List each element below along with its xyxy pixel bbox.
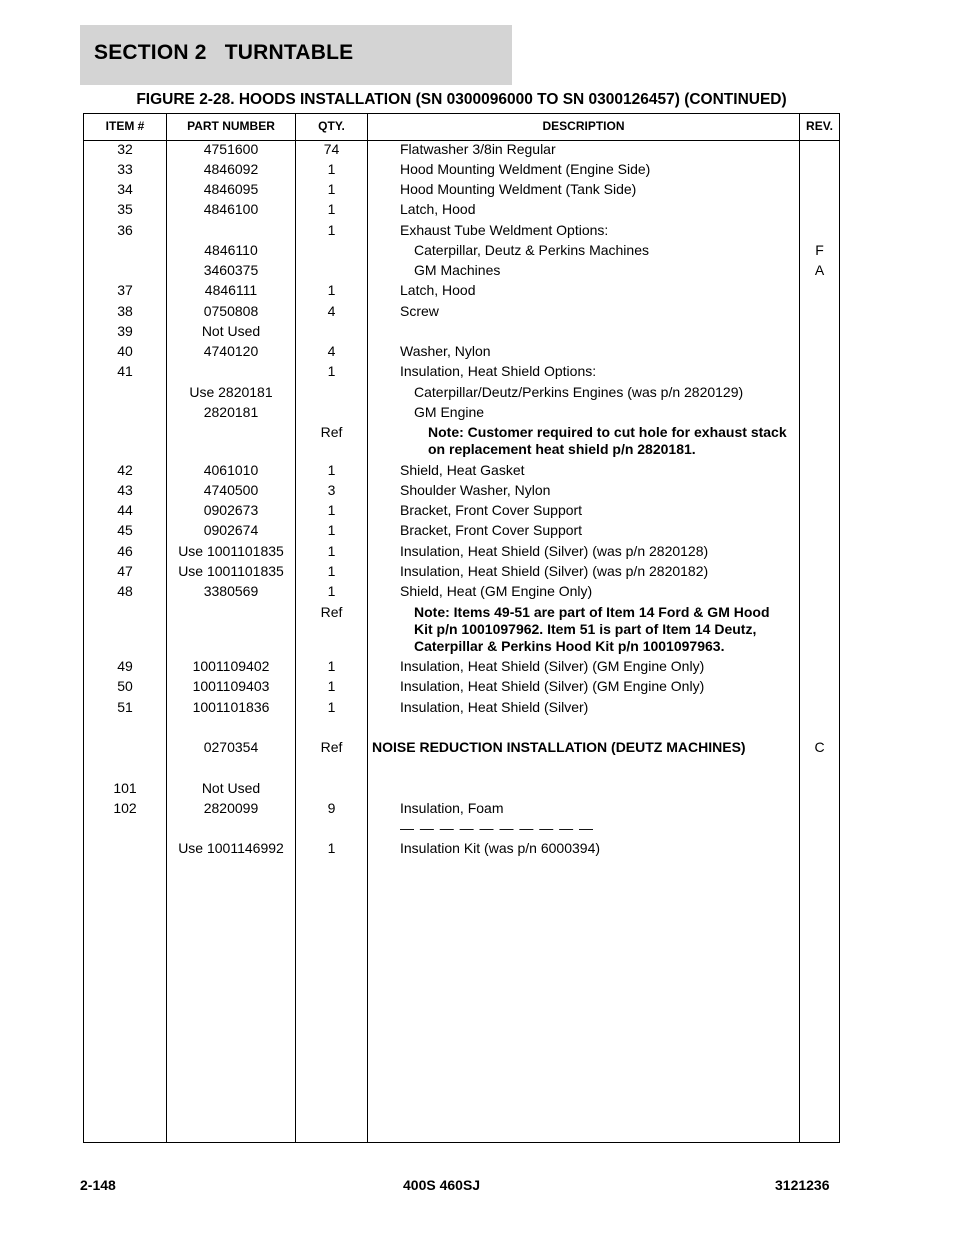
description: Flatwasher 3/8in Regular [400, 141, 556, 157]
part-number: 2820181 [203, 404, 259, 420]
quantity: 1 [327, 201, 336, 217]
item-number: 42 [117, 462, 133, 478]
part-number: Use 1001101835 [178, 563, 284, 579]
quantity: 4 [327, 303, 336, 319]
note-line: Note: Items 49-51 are part of Item 14 Ford & GM Hood [414, 604, 770, 620]
description: Insulation, Heat Shield Options: [400, 363, 597, 379]
quantity: Ref [320, 424, 343, 440]
description: Caterpillar, Deutz & Perkins Machines [414, 242, 649, 258]
description: Screw [400, 303, 439, 319]
description: Caterpillar/Deutz/Perkins Engines (was p/n 2820129) [414, 384, 744, 400]
figure-title: FIGURE 2-28. HOODS INSTALLATION (SN 0300096000 TO SN 0300126457) (CONTINUED) [136, 91, 787, 108]
item-number: 102 [113, 800, 137, 816]
item-number: 33 [117, 161, 133, 177]
section-banner [80, 25, 512, 85]
item-number: 101 [113, 780, 137, 796]
part-number: 0750808 [203, 303, 259, 319]
part-number: 0902674 [203, 522, 259, 538]
note-line: Note: Customer required to cut hole for exhaust stack [428, 424, 787, 440]
item-number: 41 [117, 363, 133, 379]
part-number: 4740500 [203, 482, 259, 498]
item-number: 44 [117, 502, 133, 518]
item-number: 45 [117, 522, 133, 538]
footer-doc-number: 3121236 [775, 1177, 830, 1193]
quantity: 1 [327, 181, 336, 197]
header-description: DESCRIPTION [542, 119, 625, 133]
footer-model: 400S 460SJ [403, 1177, 481, 1193]
part-number: 1001109403 [192, 678, 270, 694]
description: Insulation, Heat Shield (Silver) (GM Engine Only) [400, 658, 705, 674]
footer-page-number: 2-148 [80, 1177, 116, 1193]
item-number: 39 [117, 323, 133, 339]
item-number: 51 [117, 699, 133, 715]
note-line: Kit p/n 1001097962. Item 51 is part of Item 14 Deutz, [414, 621, 757, 637]
item-number: 37 [117, 282, 133, 298]
item-number: 34 [117, 181, 133, 197]
quantity: 74 [323, 141, 340, 157]
column-divider [295, 114, 296, 1142]
quantity: 4 [327, 343, 336, 359]
part-number: 4751600 [203, 141, 259, 157]
description: GM Machines [414, 262, 501, 278]
quantity: 1 [327, 222, 336, 238]
quantity: 1 [327, 658, 336, 674]
quantity: 1 [327, 462, 336, 478]
description: Shoulder Washer, Nylon [400, 482, 551, 498]
note-line: Caterpillar & Perkins Hood Kit p/n 1001097963. [414, 638, 725, 654]
description: Bracket, Front Cover Support [400, 522, 583, 538]
quantity: Ref [320, 604, 343, 620]
item-number: 46 [117, 543, 133, 559]
description: Insulation, Heat Shield (Silver) (was p/n 2820128) [400, 543, 709, 559]
description: Insulation, Heat Shield (Silver) (GM Engine Only) [400, 678, 705, 694]
item-number: 49 [117, 658, 133, 674]
parts-table [83, 113, 840, 1143]
description: Insulation, Heat Shield (Silver) [400, 699, 589, 715]
quantity: 1 [327, 678, 336, 694]
description: Shield, Heat (GM Engine Only) [400, 583, 593, 599]
item-number: 36 [117, 222, 133, 238]
part-number: Not Used [201, 323, 261, 339]
item-number: 47 [117, 563, 133, 579]
item-number: 43 [117, 482, 133, 498]
revision: F [815, 242, 824, 258]
part-number: 4846095 [203, 181, 259, 197]
quantity: 9 [327, 800, 336, 816]
header-rev: REV. [806, 119, 833, 133]
part-number: Not Used [201, 780, 261, 796]
header-part-number: PART NUMBER [187, 119, 275, 133]
part-number: 4740120 [203, 343, 259, 359]
note-line: on replacement heat shield p/n 2820181. [428, 441, 696, 457]
description: NOISE REDUCTION INSTALLATION (DEUTZ MACHINES) [372, 739, 746, 755]
description: Latch, Hood [400, 201, 476, 217]
item-number: 50 [117, 678, 133, 694]
part-number: Use 2820181 [189, 384, 273, 400]
part-number: 4846110 [204, 242, 258, 258]
quantity: 1 [327, 840, 336, 856]
part-number: 2820099 [203, 800, 259, 816]
description: Insulation, Heat Shield (Silver) (was p/n 2820182) [400, 563, 709, 579]
description: Latch, Hood [400, 282, 476, 298]
description: Insulation Kit (was p/n 6000394) [400, 840, 601, 856]
part-number: 4846092 [203, 161, 259, 177]
part-number: 0270354 [203, 739, 259, 755]
item-number: 38 [117, 303, 133, 319]
part-number: Use 1001146992 [178, 840, 284, 856]
quantity: 1 [327, 161, 336, 177]
part-number: Use 1001101835 [178, 543, 284, 559]
quantity: 1 [327, 583, 336, 599]
quantity: 3 [327, 482, 336, 498]
quantity: 1 [327, 699, 336, 715]
header-qty: QTY. [318, 119, 345, 133]
item-number: 35 [117, 201, 133, 217]
description: GM Engine [414, 404, 485, 420]
part-number: 4846100 [203, 201, 259, 217]
column-divider [367, 114, 368, 1142]
quantity: 1 [327, 363, 336, 379]
item-number: 32 [117, 141, 133, 157]
quantity: 1 [327, 543, 336, 559]
quantity: Ref [320, 739, 343, 755]
part-number: 4846111 [204, 282, 258, 298]
description: Shield, Heat Gasket [400, 462, 525, 478]
part-number: 1001101836 [192, 699, 270, 715]
item-number: 40 [117, 343, 133, 359]
item-number: 48 [117, 583, 133, 599]
description: Hood Mounting Weldment (Tank Side) [400, 181, 637, 197]
revision: A [814, 262, 825, 278]
description: Insulation, Foam [400, 800, 504, 816]
revision: C [814, 739, 825, 755]
header-item: ITEM # [105, 119, 145, 133]
section-title: SECTION 2 TURNTABLE [94, 41, 354, 64]
quantity: 1 [327, 522, 336, 538]
quantity: 1 [327, 563, 336, 579]
description: Exhaust Tube Weldment Options: [400, 222, 609, 238]
quantity: 1 [327, 502, 336, 518]
part-number: 0902673 [203, 502, 259, 518]
part-number: 3460375 [203, 262, 259, 278]
part-number: 4061010 [203, 462, 259, 478]
quantity: 1 [327, 282, 336, 298]
description: Washer, Nylon [400, 343, 491, 359]
part-number: 3380569 [203, 583, 259, 599]
part-number: 1001109402 [192, 658, 270, 674]
dash-separator: — — — — — — — — — — [400, 820, 595, 836]
description: Hood Mounting Weldment (Engine Side) [400, 161, 651, 177]
description: Bracket, Front Cover Support [400, 502, 583, 518]
